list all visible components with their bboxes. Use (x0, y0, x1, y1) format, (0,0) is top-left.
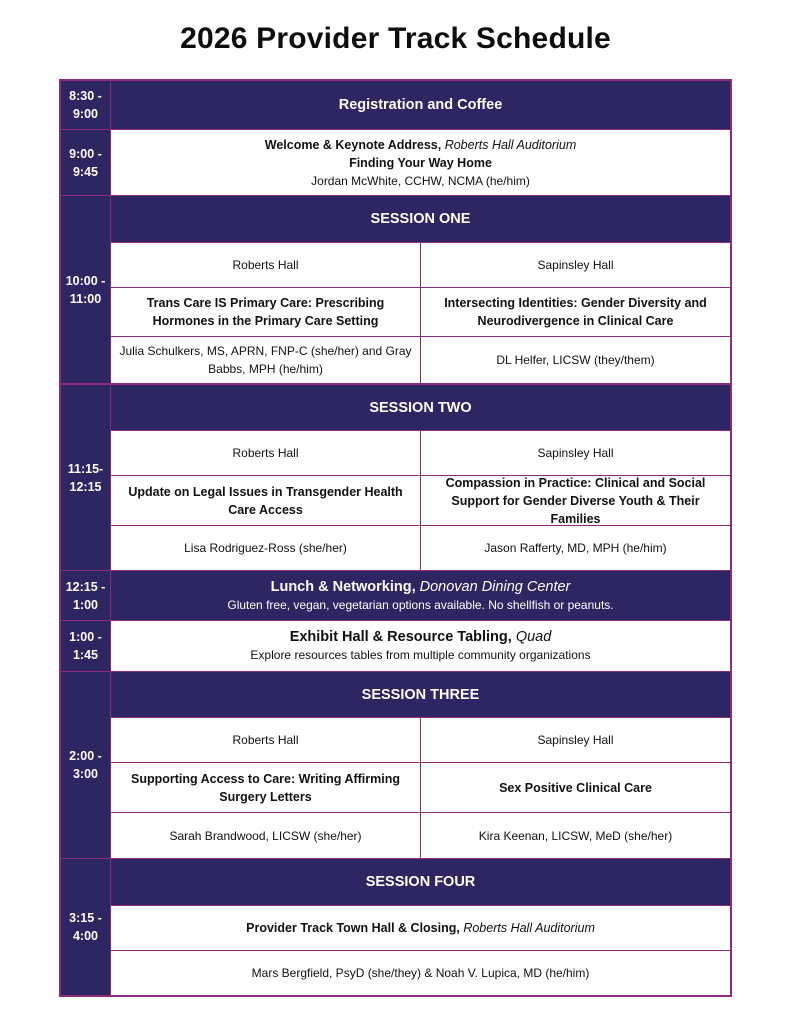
speaker: DL Helfer, LICSW (they/them) (420, 337, 730, 383)
row-exhibit (61, 620, 730, 671)
closing-cell (111, 905, 730, 950)
time-cell: 11:15- 12:15 (61, 385, 111, 570)
exhibit-title: Exhibit Hall & Resource Tabling, (289, 629, 512, 645)
lunch-title: Lunch & Networking, (270, 578, 416, 595)
speaker: Julia Schulkers, MS, APRN, FNP-C (she/her) and Gray Babbs, MPH (he/him) (111, 337, 420, 383)
session-header: SESSION THREE (111, 672, 730, 717)
welcome-cell (111, 130, 730, 195)
room-label: Roberts Hall (111, 718, 420, 762)
keynote-speaker: Jordan McWhite, CCHW, NCMA (he/him) (311, 173, 530, 188)
speaker: Kira Keenan, LICSW, MeD (she/her) (420, 813, 730, 858)
room-label: Sapinsley Hall (420, 431, 730, 475)
session-header: SESSION ONE (111, 196, 730, 242)
exhibit-note: Explore resources tables from multiple community organizations (250, 648, 591, 662)
row-welcome (61, 129, 730, 195)
session-header: SESSION TWO (111, 385, 730, 430)
time-cell: 1:00 - 1:45 (61, 621, 111, 671)
schedule-table (59, 79, 732, 997)
talk-title: Supporting Access to Care: Writing Affirming Surgery Letters (111, 763, 420, 812)
row-session-one (61, 195, 730, 383)
page-title: 2026 Provider Track Schedule (180, 22, 611, 55)
lunch-note: Gluten free, vegan, vegetarian options available. No shellfish or peanuts. (227, 597, 614, 612)
talk-title: Sex Positive Clinical Care (420, 763, 730, 812)
lunch-location: Donovan Dining Center (419, 578, 571, 595)
time-cell: 9:00 - 9:45 (61, 130, 111, 195)
registration-title: Registration and Coffee (111, 81, 730, 129)
room-label: Roberts Hall (111, 431, 420, 475)
room-label: Sapinsley Hall (420, 243, 730, 287)
time-cell: 12:15 - 1:00 (61, 571, 111, 620)
time-cell: 10:00 - 11:00 (61, 196, 111, 383)
row-session-three (61, 671, 730, 858)
time-cell: 2:00 - 3:00 (61, 672, 111, 858)
speaker: Mars Bergfield, PsyD (she/they) & Noah V. Lupica, MD (he/him) (111, 950, 730, 995)
talk-title: Update on Legal Issues in Transgender Health Care Access (111, 476, 420, 525)
talk-title: Compassion in Practice: Clinical and Social Support for Gender Diverse Youth & Their Families (420, 476, 730, 525)
room-label: Roberts Hall (111, 243, 420, 287)
row-session-four (61, 858, 730, 995)
lunch-cell (111, 571, 730, 620)
keynote-title: Finding Your Way Home (349, 155, 492, 170)
row-session-two (61, 383, 730, 570)
speaker: Sarah Brandwood, LICSW (she/her) (111, 813, 420, 858)
row-registration (61, 81, 730, 129)
time-cell: 3:15 - 4:00 (61, 859, 111, 995)
speaker: Jason Rafferty, MD, MPH (he/him) (420, 526, 730, 570)
session-header: SESSION FOUR (111, 859, 730, 905)
closing-title: Provider Track Town Hall & Closing, (246, 921, 460, 935)
row-lunch (61, 570, 730, 620)
exhibit-cell (111, 621, 730, 671)
speaker: Lisa Rodriguez-Ross (she/her) (111, 526, 420, 570)
talk-title: Intersecting Identities: Gender Diversity and Neurodivergence in Clinical Care (420, 288, 730, 336)
exhibit-location: Quad (515, 629, 552, 645)
welcome-title: Welcome & Keynote Address, (264, 137, 442, 152)
time-cell: 8:30 - 9:00 (61, 81, 111, 129)
closing-location: Roberts Hall Auditorium (463, 921, 595, 935)
room-label: Sapinsley Hall (420, 718, 730, 762)
talk-title: Trans Care IS Primary Care: Prescribing Hormones in the Primary Care Setting (111, 288, 420, 336)
welcome-location: Roberts Hall Auditorium (444, 137, 577, 152)
